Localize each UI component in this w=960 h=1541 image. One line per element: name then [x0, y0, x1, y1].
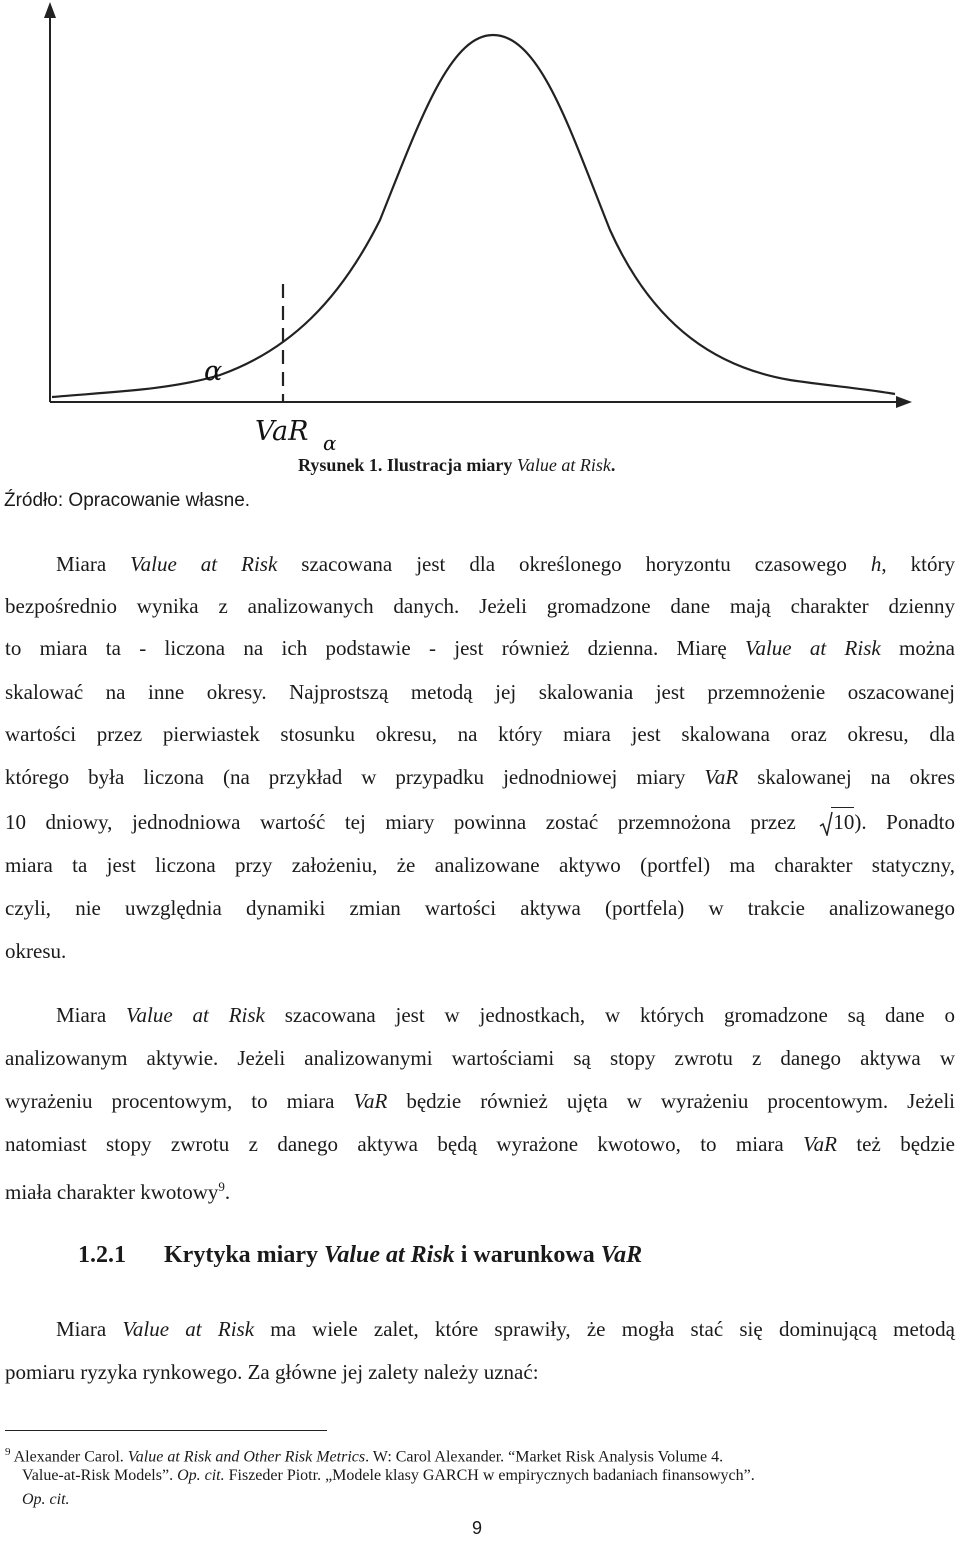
y-axis-arrow-icon — [44, 2, 56, 18]
p1-line-5: wartości przez pierwiastek stosunku okresu, na który miara jest skalowana oraz okresu, dla — [5, 722, 955, 746]
p1-line-10: okresu. — [5, 939, 67, 963]
p1-line-6: którego była liczona (na przykład w przypadku jednodniowej miary VaR skalowanej na okres — [5, 765, 955, 789]
section-number: 1.2.1 — [78, 1242, 126, 1268]
var-label: VaR — [255, 416, 309, 447]
figure-caption — [298, 455, 615, 476]
p2-line-3: wyrażeniu procentowym, to miara VaR będzie również ujęta w wyrażeniu procentowym. Jeżeli — [5, 1089, 955, 1113]
density-curve — [52, 35, 895, 397]
sqrt-symbol — [819, 810, 854, 834]
var-distribution-chart — [0, 0, 960, 460]
footnote-line-1: $^9$ Alexander Carol. Value at Risk and Other Risk Metrics. W: Carol Alexander. “Market Risk Analysis Volume 4. — [5, 1446, 724, 1466]
p2-line-2: analizowanym aktywie. Jeżeli analizowanymi wartościami są stopy zwrotu z danego aktywa w — [5, 1046, 955, 1070]
caption-prefix: Rysunek 1. Ilustracja miary — [298, 455, 517, 475]
footnote-line-2: Value-at-Risk Models”. Op. cit. Fiszeder Piotr. „Modele klasy GARCH w empirycznych badaniach finansowych”. — [22, 1467, 755, 1484]
alpha-label: α — [204, 356, 223, 387]
page-number: 9 — [472, 1518, 483, 1538]
p1-line-7: 10 dniowy, jednodniowa wartość tej miary powinna zostać przemnożona przez 10). Ponadto — [5, 810, 955, 834]
section-heading: 1.2.1 Krytyka miary Value at Risk i warunkowa VaR — [78, 1242, 643, 1268]
footnote-rule — [5, 1430, 327, 1431]
p2-line-5: miała charakter kwotowy$^9$. — [5, 1179, 231, 1204]
p1-line-2: bezpośrednio wynika z analizowanych danych. Jeżeli gromadzone dane mają charakter dzienny — [5, 594, 955, 618]
figure-source: Źródło: Opracowanie własne. — [4, 490, 251, 511]
footnote-ref[interactable]: 9 — [218, 1179, 225, 1194]
x-axis-arrow-icon — [896, 396, 912, 408]
caption-suffix: . — [610, 455, 616, 475]
footnote-line-3: Op. cit. — [22, 1491, 70, 1508]
caption-italic: Value at Risk — [516, 455, 611, 475]
footnote-marker: 9 — [5, 1446, 11, 1458]
p1-line-1: Miara Value at Risk szacowana jest dla określonego horyzontu czasowego h, który — [56, 552, 955, 576]
p1-line-9: czyli, nie uwzględnia dynamiki zmian wartości aktywa (portfela) w trakcie analizowanego — [5, 896, 955, 920]
p1-line-4: skalować na inne okresy. Najprostszą metodą jej skalowania jest przemnożenie oszacowanej — [5, 680, 955, 704]
var-figure — [0, 0, 960, 460]
var-subscript: α — [323, 431, 337, 455]
p1-line-3: to miara ta - liczona na ich podstawie - jest również dzienna. Miarę Value at Risk można — [5, 636, 955, 660]
sqrt-value: 10 — [833, 810, 855, 834]
sqrt-icon — [819, 812, 833, 836]
p1-line-8: miara ta jest liczona przy założeniu, że analizowane aktywo (portfel) ma charakter statyczny, — [5, 853, 955, 877]
p3-line-2: pomiaru ryzyka rynkowego. Za główne jej zalety należy uznać: — [5, 1360, 539, 1384]
p2-line-1: Miara Value at Risk szacowana jest w jednostkach, w których gromadzone są dane o — [56, 1003, 955, 1027]
p2-line-4: natomiast stopy zwrotu z danego aktywa będą wyrażone kwotowo, to miara VaR też będzie — [5, 1132, 955, 1156]
p3-line-1: Miara Value at Risk ma wiele zalet, które sprawiły, że mogła stać się dominującą metodą — [56, 1317, 955, 1341]
